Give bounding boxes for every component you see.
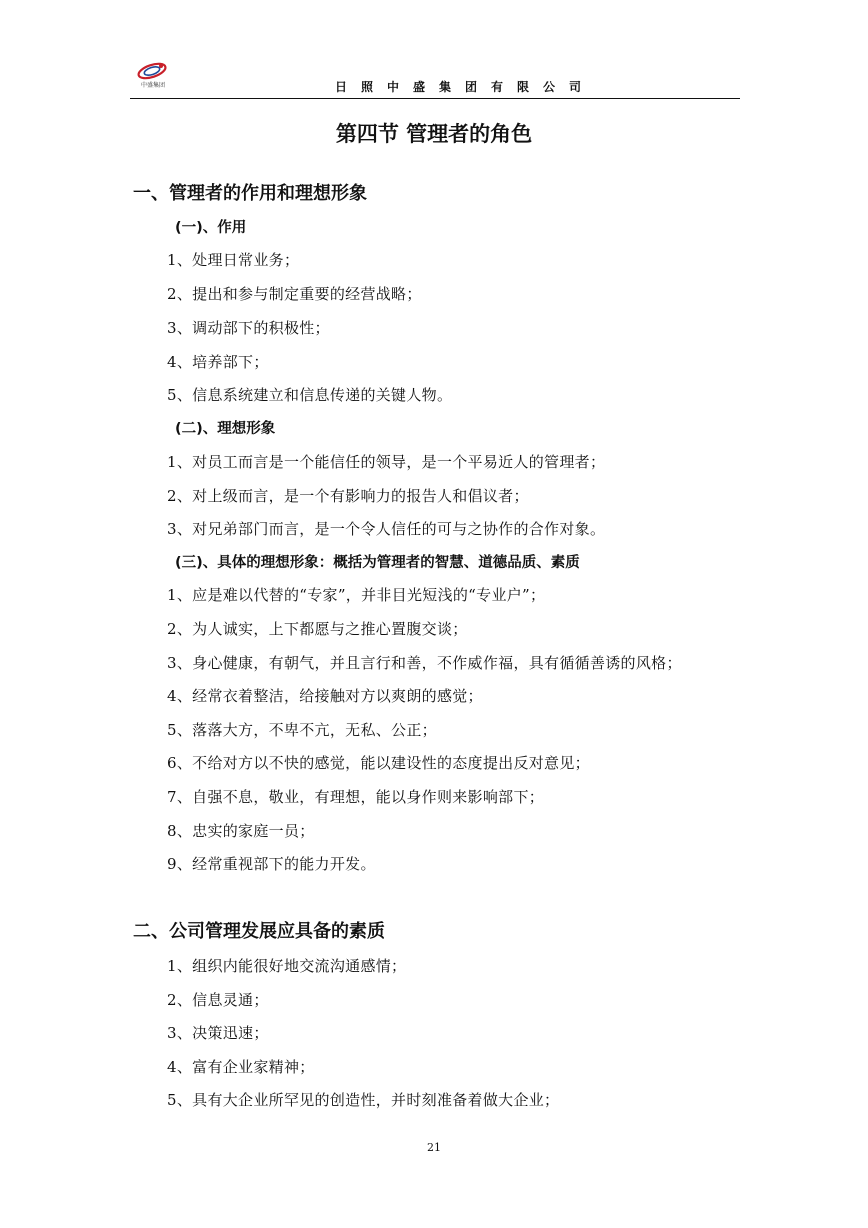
list-item: 9、经常重视部下的能力开发。 xyxy=(167,855,376,873)
list-item: 3、对兄弟部门而言，是一个令人信任的可与之协作的合作对象。 xyxy=(167,520,606,538)
list-item: 8、忠实的家庭一员； xyxy=(167,822,315,840)
list-item: 5、信息系统建立和信息传递的关键人物。 xyxy=(167,386,453,404)
header-divider xyxy=(130,98,740,99)
list-item: 1、组织内能很好地交流沟通感情； xyxy=(167,957,407,975)
list-item: 2、对上级而言，是一个有影响力的报告人和倡议者； xyxy=(167,487,529,505)
list-item: 1、对员工而言是一个能信任的领导，是一个平易近人的管理者； xyxy=(167,453,606,471)
page-number: 21 xyxy=(427,1141,441,1154)
list-item: 2、为人诚实，上下都愿与之推心置腹交谈； xyxy=(167,620,468,638)
list-item: 3、身心健康，有朝气，并且言行和善，不作威作福，具有循循善诱的风格； xyxy=(167,654,682,672)
list-item: 4、富有企业家精神； xyxy=(167,1058,315,1076)
list-item: 3、调动部下的积极性； xyxy=(167,319,330,337)
logo-caption: 中盛集团 xyxy=(140,82,165,89)
list-item: 4、经常衣着整洁，给接触对方以爽朗的感觉； xyxy=(167,687,483,705)
list-item: 3、决策迅速； xyxy=(167,1024,269,1042)
list-item: 1、应是难以代替的“专家”，并非目光短浅的“专业户”； xyxy=(167,586,546,604)
subsection-heading: (二)、理想形象 xyxy=(175,421,276,437)
list-item: 7、自强不息，敬业，有理想，能以身作则来影响部下； xyxy=(167,788,545,806)
list-item: 4、培养部下； xyxy=(167,353,269,371)
list-item: 6、不给对方以不快的感觉，能以建设性的态度提出反对意见； xyxy=(167,754,590,772)
list-item: 2、信息灵通； xyxy=(167,991,269,1009)
section-heading: 二、公司管理发展应具备的素质 xyxy=(133,921,385,942)
list-item: 2、提出和参与制定重要的经营战略； xyxy=(167,285,422,303)
page-header xyxy=(130,60,740,100)
list-item: 1、处理日常业务； xyxy=(167,251,300,269)
page-title: 第四节 管理者的角色 xyxy=(335,122,533,146)
company-name: 日照中盛集团有限公司 xyxy=(334,80,595,94)
list-item: 5、落落大方，不卑不亢，无私、公正； xyxy=(167,721,437,739)
list-item: 5、具有大企业所罕见的创造性，并时刻准备着做大企业； xyxy=(167,1091,560,1109)
subsection-heading: (一)、作用 xyxy=(175,220,247,236)
subsection-heading: (三)、具体的理想形象：概括为管理者的智慧、道德品质、素质 xyxy=(175,555,580,571)
section-heading: 一、管理者的作用和理想形象 xyxy=(133,183,367,204)
